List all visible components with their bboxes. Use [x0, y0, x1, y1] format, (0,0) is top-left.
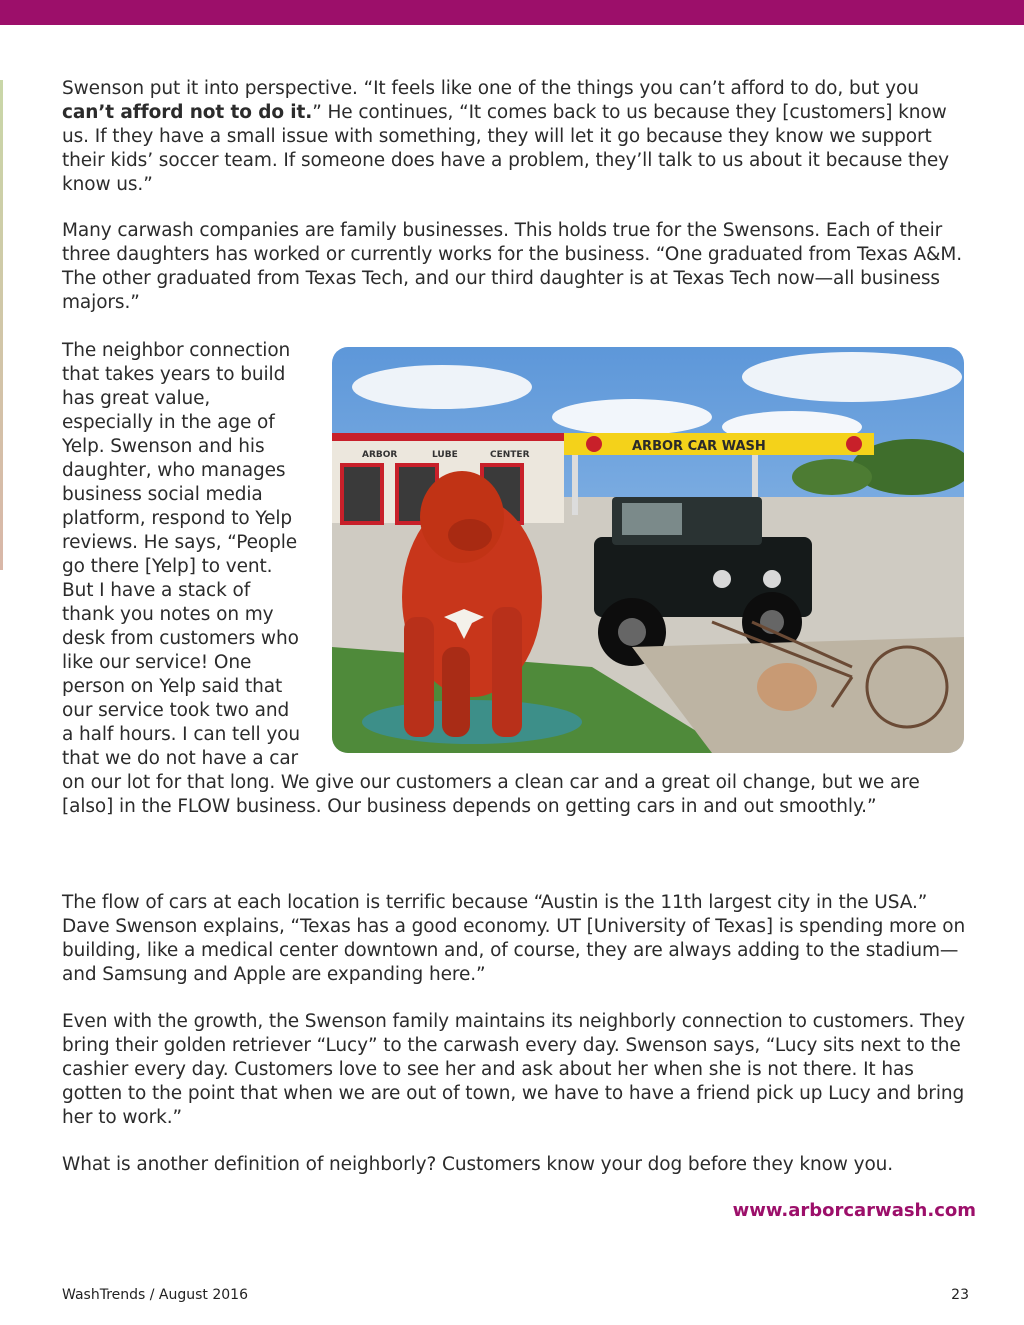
paragraph-flow-of-cars: The flow of cars at each location is terrific because “Austin is the 11th largest city in the USA.” Dave Swenson explains, “Texas has a good economy. UT [University of Texas] is spending more on building, like a medical center downtown and, of course, they are always adding to the stadium—and Samsung and Apple are expanding here.” — [62, 892, 966, 985]
carwash-sign-text: ARBOR CAR WASH — [632, 439, 766, 454]
top-color-bar — [0, 0, 1024, 25]
footer-page-number: 23 — [951, 1287, 969, 1303]
paragraph-golden-retriever: Even with the growth, the Swenson family maintains its neighborly connection to customers. They bring their golden retriever “Lucy” to the carwash every day. Swenson says, “Lucy sits next to the cashier every day. Customers love to see her and ask about her when she is not there. It has gotten to the point that when we are out of town, we have to have a friend pick up Lucy and bring her to work.” — [62, 1011, 965, 1128]
paragraph-neighborly-definition: What is another definition of neighborly? Customers know your dog before they know you. — [62, 1154, 894, 1175]
website-link[interactable]: www.arborcarwash.com — [732, 1200, 976, 1221]
photo-illustration — [332, 347, 964, 753]
rock — [757, 663, 817, 711]
lube-sign-word-1: ARBOR — [362, 450, 398, 460]
article-photo-carwash — [332, 347, 964, 753]
lube-sign-word-2: LUBE — [432, 450, 458, 460]
paragraph-with-photo — [62, 339, 974, 819]
left-edge-rule — [0, 80, 3, 570]
lube-sign-word-3: CENTER — [490, 450, 530, 460]
footer-publication: WashTrends / August 2016 — [62, 1287, 248, 1303]
bold-quote: can’t afford not to do it. — [62, 102, 313, 123]
paragraph-family-business: Many carwash companies are family businesses. This holds true for the Swensons. Each of their three daughters has worked or currently works for the business. “One graduated from Texas A&M. The other graduated from Texas Tech, and our third daughter is at Texas Tech now—all business majors.” — [62, 220, 963, 313]
paragraph-perspective: Swenson put it into perspective. “It feels like one of the things you can’t afford to do, but you can’t afford not to do it.” He continues, “It comes back to us because they [customers] know us. If they have a small issue with something, they will let it go because they know we support their kids’ soccer team. If someone does have a problem, they’ll talk to us about it because they know us.” — [62, 78, 949, 195]
paragraph-neighbor-connection: The neighbor connection that takes years to build has great value, especially in the age of Yelp. Swenson and his daughter, who manages business social media platform, respond to Yelp reviews. He says, “People go there [Yelp] to vent. But I have a stack of thank you notes on my desk from customers who like our service! One person on Yelp said that our service took two and a half hours. I can tell you that we do not have a car on our lot for that long. We give our customers a clean car and a great oil change, but we are [also] in the FLOW business. Our business depends on getting cars in and out smoothly.” — [62, 340, 920, 817]
